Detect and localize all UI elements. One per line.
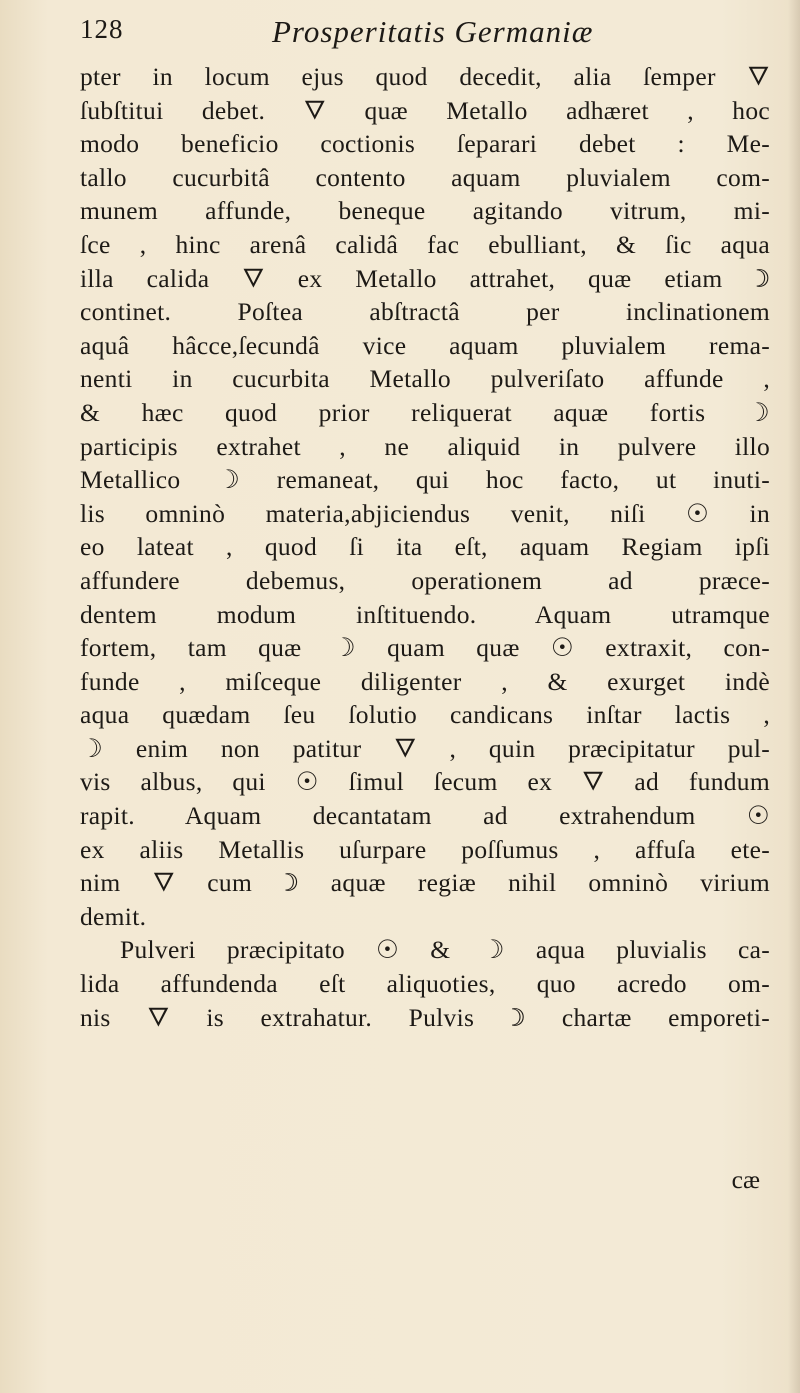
text-line: ſce , hinc arenâ calidâ fac ebulliant, & ſic aqua	[80, 229, 770, 259]
page-header	[80, 14, 760, 54]
text-line: affundere debemus, operationem ad præce-	[80, 565, 770, 595]
text-line: funde , miſceque diligenter , & exurget indè	[80, 666, 770, 696]
text-line: dentem modum inſtituendo. Aquam utramque	[80, 599, 770, 629]
text-line: eo lateat , quod ſi ita eſt, aquam Regiam ipſi	[80, 532, 770, 562]
text-line: tallo cucurbitâ contento aquam pluvialem com-	[80, 162, 770, 192]
text-line: Metallico ☽ remaneat, qui hoc facto, ut inuti-	[80, 465, 770, 495]
text-line: aquâ hâcce,ſecundâ vice aquam pluvialem rema-	[80, 330, 770, 360]
text-line: continet. Poſtea abſtractâ per inclinationem	[80, 297, 770, 327]
text-line: ſubſtitui debet. 🜄 quæ Metallo adhæret , hoc	[80, 95, 770, 125]
text-line: nis 🜄 is extrahatur. Pulvis ☽ chartæ emporeti-	[80, 1002, 770, 1032]
text-line: lis omninò materia,abjiciendus venit, niſi ☉ in	[80, 498, 770, 528]
body-text	[80, 60, 770, 1034]
catchword: cæ	[731, 1165, 760, 1194]
text-line: rapit. Aquam decantatam ad extrahendum ☉	[80, 801, 770, 831]
page-number: 128	[80, 14, 124, 44]
text-line: ☽ enim non patitur 🜄 , quin præcipitatur pul-	[80, 733, 770, 763]
text-line: demit.	[80, 901, 147, 931]
text-line: fortem, tam quæ ☽ quam quæ ☉ extraxit, con-	[80, 633, 770, 663]
text-line: modo beneficio coctionis ſeparari debet : Me-	[80, 129, 770, 159]
text-line: vis albus, qui ☉ ſimul ſecum ex 🜄 ad fundum	[80, 767, 770, 797]
text-line: Pulveri præcipitato ☉ & ☽ aqua pluvialis ca-	[120, 935, 770, 965]
running-head: Prosperitatis Germaniæ	[272, 14, 594, 49]
text-line: nenti in cucurbita Metallo pulveriſato affunde ,	[80, 364, 770, 394]
text-line: munem affunde, beneque agitando vitrum, mi-	[80, 196, 770, 226]
text-line: pter in locum ejus quod decedit, alia ſemper 🜄	[80, 62, 770, 91]
text-line: ex aliis Metallis uſurpare poſſumus , affuſa ete-	[80, 834, 770, 864]
text-line: illa calida 🜄 ex Metallo attrahet, quæ etiam ☽	[80, 263, 770, 293]
text-line: aqua quædam ſeu ſolutio candicans inſtar lactis ,	[80, 700, 770, 730]
text-line: & hæc quod prior reliquerat aquæ fortis ☽	[80, 397, 770, 427]
text-line: lida affundenda eſt aliquoties, quo acredo om-	[80, 969, 770, 999]
text-line: nim 🜄 cum ☽ aquæ regiæ nihil omninò virium	[80, 868, 770, 898]
page-edge-shadow	[788, 0, 800, 1393]
text-line: participis extrahet , ne aliquid in pulvere illo	[80, 431, 770, 461]
